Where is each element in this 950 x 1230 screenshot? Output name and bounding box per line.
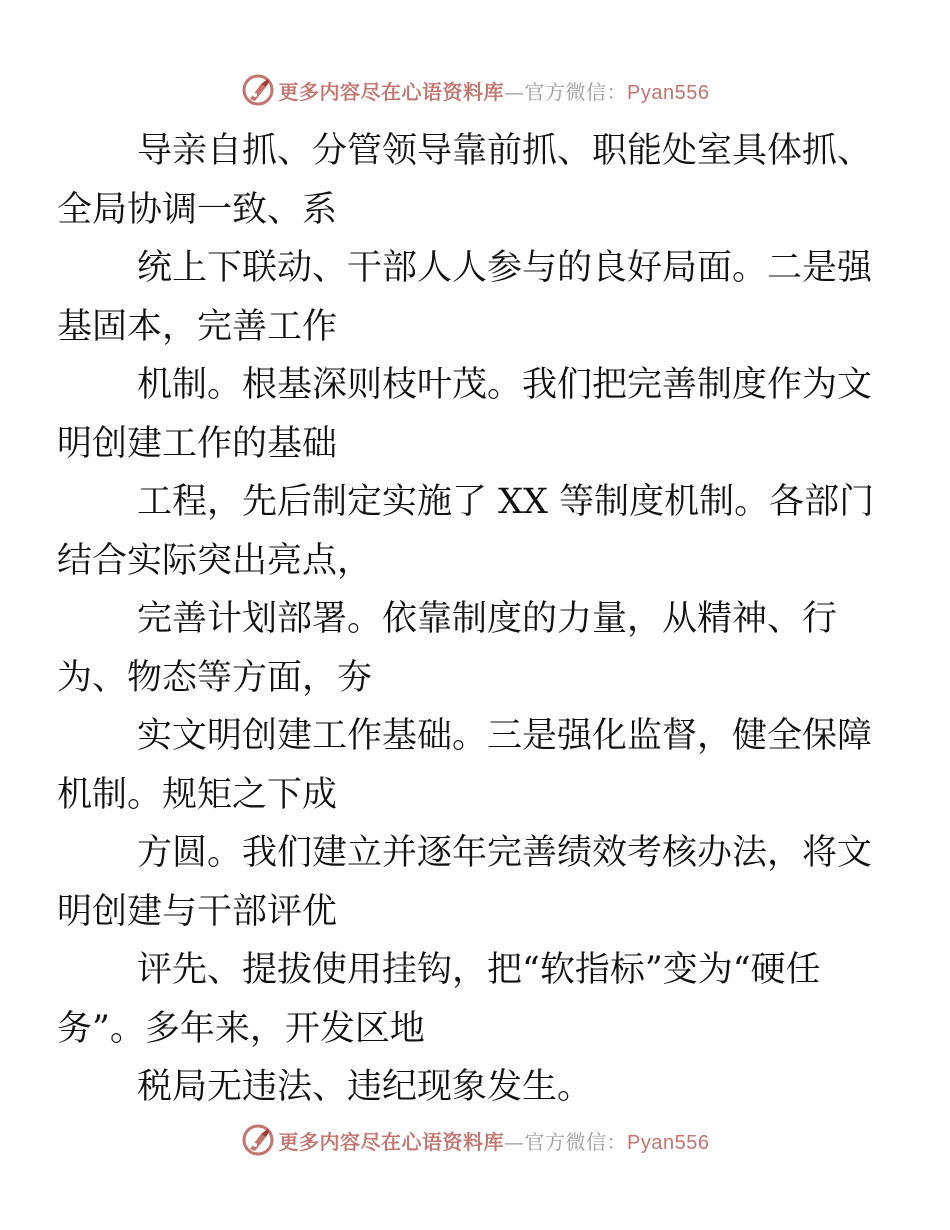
paragraph-9 [97,1058,867,1117]
paragraph-line: 导亲自抓、分管领导靠前抓、职能处室具体抓、 [137,131,873,171]
banner-separator: — [504,79,525,104]
banner-text [279,1126,710,1155]
paragraph-line: 明创建与干部评优 [57,891,338,932]
footer-banner [0,1120,950,1160]
paragraph-3 [57,356,873,473]
paragraph-line: 完善计划部署。依靠制度的力量，从精神、行 [137,599,838,639]
paragraph-line: 明创建工作的基础 [57,423,338,464]
paragraph-line: 评先、提拔使用挂钩，把“软指标”变为“硬任 [137,950,821,990]
banner-wechat-label: 官方微信： [524,79,628,104]
paragraph-line: 全局协调一致、系 [57,189,338,230]
banner-wechat-id: Pyan556 [627,81,710,104]
paragraph-line: 为、物态等方面，夯 [57,657,373,698]
paragraph-line: 基固本，完善工作 [57,306,338,347]
banner-main-text: 更多内容尽在心语资料库 [278,79,505,104]
document-body [57,122,875,1117]
paragraph-5 [57,590,867,707]
banner-text [279,76,710,105]
paragraph-line: 机制。根基深则枝叶茂。我们把完善制度作为文 [137,365,873,405]
banner-wechat-label: 官方微信： [524,1129,628,1154]
paragraph-line: 务”。多年来，开发区地 [57,1008,425,1049]
banner-wechat-id: Pyan556 [627,1131,710,1154]
paragraph-7 [57,824,873,941]
paragraph-line: 统上下联动、干部人人参与的良好局面。二是强 [137,248,873,288]
paragraph-line: 实文明创建工作基础。三是强化监督，健全保障 [137,716,873,756]
paragraph-line: 方圆。我们建立并逐年完善绩效考核办法，将文 [137,833,873,873]
paragraph-line: 结合实际突出亮点， [57,540,373,581]
paragraph-1 [57,122,873,239]
paragraph-6 [57,707,873,824]
paragraph-8 [57,941,867,1058]
pen-nib-logo-icon [241,73,275,107]
header-banner [0,70,950,110]
paragraph-line: 机制。规矩之下成 [57,774,338,815]
banner-separator: — [504,1129,525,1154]
pen-nib-logo-icon [241,1123,275,1157]
banner-main-text: 更多内容尽在心语资料库 [278,1129,505,1154]
paragraph-line: 税局无违法、违纪现象发生。 [137,1067,593,1107]
paragraph-line: 工程，先后制定实施了 XX 等制度机制。各部门 [137,482,875,522]
paragraph-2 [57,239,873,356]
paragraph-4 [57,473,875,590]
